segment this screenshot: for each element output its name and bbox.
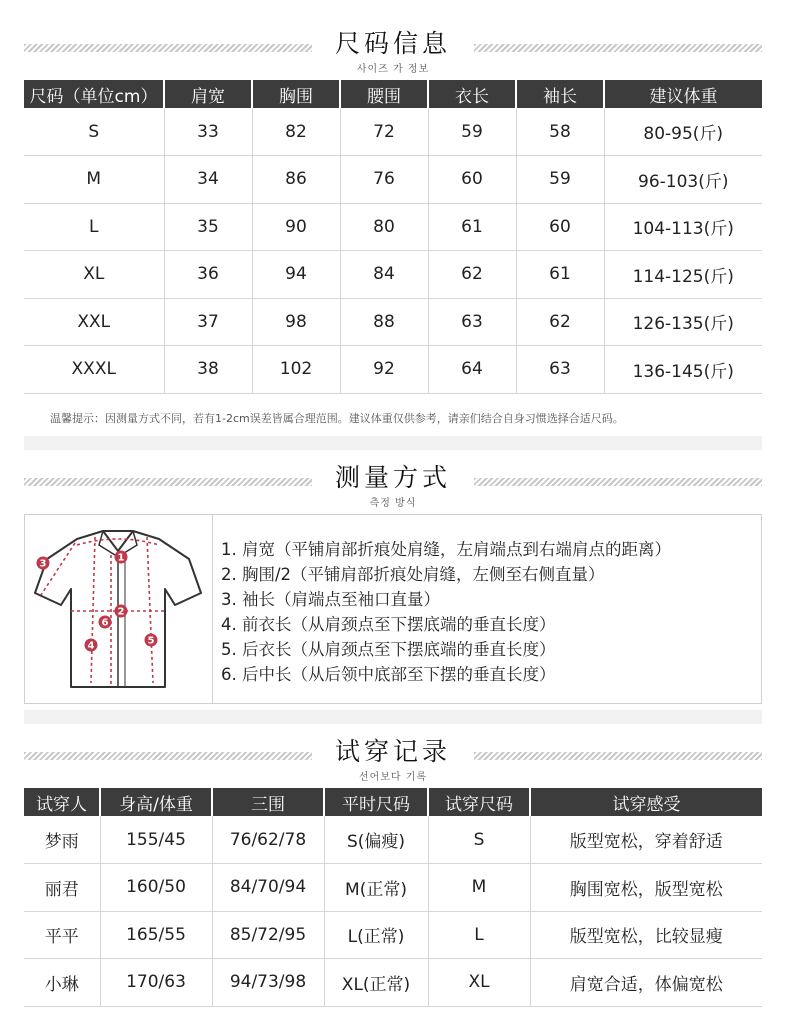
size-table-cell: 90	[252, 203, 340, 251]
size-table-row	[24, 108, 762, 156]
size-table-cell: 58	[516, 108, 604, 156]
try-table-header-cell: 身高/体重	[100, 788, 212, 816]
measure-item: 1. 肩宽（平铺肩部折痕处肩缝，左肩端点到右端肩点的距离）	[221, 540, 671, 559]
marker-4-label: 4	[87, 640, 95, 652]
measure-item: 2. 胸围/2（平铺肩部折痕处肩缝，左侧至右侧直量）	[221, 565, 605, 584]
try-table-cell: 丽君	[24, 864, 100, 912]
try-table-cell: XL(正常)	[324, 959, 428, 1007]
try-table-header-row	[24, 788, 762, 816]
try-table-header-cell: 试穿尺码	[428, 788, 530, 816]
size-table-cell: 38	[164, 346, 252, 394]
size-table-cell: 60	[516, 203, 604, 251]
try-table-cell: 84/70/94	[212, 864, 324, 912]
size-table-cell: 76	[340, 156, 428, 204]
section-divider	[24, 710, 762, 724]
size-section-header	[24, 18, 762, 76]
size-table-cell: 62	[516, 298, 604, 346]
size-table-cell: XL	[24, 251, 164, 299]
size-table-cell: 114-125(斤)	[604, 251, 762, 299]
try-table-cell: 85/72/95	[212, 911, 324, 959]
marker-3-label: 3	[39, 558, 47, 570]
size-table-cell: L	[24, 203, 164, 251]
size-table-cell: 61	[428, 203, 516, 251]
marker-6-label: 6	[101, 617, 109, 629]
size-table-cell: 60	[428, 156, 516, 204]
size-table-header-cell: 尺码（单位cm）	[24, 80, 164, 108]
measure-section-header	[24, 452, 762, 510]
try-table-cell: M(正常)	[324, 864, 428, 912]
size-table-cell: 59	[516, 156, 604, 204]
size-table-cell: 88	[340, 298, 428, 346]
size-table-cell: 33	[164, 108, 252, 156]
size-table-cell: XXL	[24, 298, 164, 346]
try-table-cell: 梦雨	[24, 816, 100, 864]
size-table-row	[24, 203, 762, 251]
try-table-cell: 胸围宽松，版型宽松	[530, 864, 762, 912]
size-table-cell: 80	[340, 203, 428, 251]
size-table-cell: 64	[428, 346, 516, 394]
try-table-row	[24, 816, 762, 864]
try-table-cell: 94/73/98	[212, 959, 324, 1007]
marker-1-label: 1	[117, 552, 125, 564]
try-table-cell: 160/50	[100, 864, 212, 912]
size-table-header-cell: 肩宽	[164, 80, 252, 108]
size-tip: 温馨提示：因测量方式不同，若有1-2cm误差皆属合理范围。建议体重仅供参考，请亲们结合自身习惯选择合适尺码。	[50, 412, 624, 425]
try-section-header	[24, 726, 762, 784]
size-table-cell: S	[24, 108, 164, 156]
try-section-title: 试穿记录	[334, 737, 451, 766]
size-table-header-cell: 胸围	[252, 80, 340, 108]
measure-section-title: 测量方式	[334, 463, 451, 492]
try-table-cell: L	[428, 911, 530, 959]
try-table-cell: 170/63	[100, 959, 212, 1007]
try-table-cell: 平平	[24, 911, 100, 959]
size-table-cell: 82	[252, 108, 340, 156]
measure-item: 5. 后衣长（从肩颈点至下摆底端的垂直长度）	[221, 640, 556, 659]
section-divider	[24, 436, 762, 450]
size-section-title: 尺码信息	[334, 29, 451, 58]
size-table-cell: 80-95(斤)	[604, 108, 762, 156]
size-table-cell: 36	[164, 251, 252, 299]
size-table-cell: 136-145(斤)	[604, 346, 762, 394]
try-table-cell: 肩宽合适，体偏宽松	[530, 959, 762, 1007]
size-table-cell: 86	[252, 156, 340, 204]
try-table-cell: 版型宽松，比较显瘦	[530, 911, 762, 959]
size-table-cell: 72	[340, 108, 428, 156]
size-table-row	[24, 251, 762, 299]
try-table-cell: 小琳	[24, 959, 100, 1007]
size-table-header-cell: 袖长	[516, 80, 604, 108]
try-table-cell: L(正常)	[324, 911, 428, 959]
try-table-cell: S	[428, 816, 530, 864]
size-table-cell: 126-135(斤)	[604, 298, 762, 346]
try-table-header-cell: 试穿感受	[530, 788, 762, 816]
size-table-row	[24, 156, 762, 204]
measure-section-subtitle: 측정 방식	[369, 498, 417, 509]
try-table-row	[24, 864, 762, 912]
size-table-cell: 37	[164, 298, 252, 346]
size-table-cell: 63	[428, 298, 516, 346]
try-table	[24, 788, 762, 1007]
try-table-cell: S(偏瘦)	[324, 816, 428, 864]
measure-item: 6. 后中长（从后领中底部至下摆的垂直长度）	[221, 665, 556, 684]
try-table-header-cell: 试穿人	[24, 788, 100, 816]
marker-5-label: 5	[147, 635, 155, 647]
size-table-header-cell: 建议体重	[604, 80, 762, 108]
try-table-header-cell: 三围	[212, 788, 324, 816]
size-table-header-cell: 衣长	[428, 80, 516, 108]
try-table-cell: 165/55	[100, 911, 212, 959]
size-table-header-cell: 腰围	[340, 80, 428, 108]
size-table-row	[24, 346, 762, 394]
measure-box	[24, 514, 762, 704]
try-table-cell: 版型宽松，穿着舒适	[530, 816, 762, 864]
size-table-cell: 104-113(斤)	[604, 203, 762, 251]
measure-item: 4. 前衣长（从肩颈点至下摆底端的垂直长度）	[221, 615, 556, 634]
try-table-cell: 76/62/78	[212, 816, 324, 864]
try-section-subtitle: 선어보다 기록	[358, 772, 428, 783]
marker-2-label: 2	[117, 606, 125, 618]
size-table-cell: XXXL	[24, 346, 164, 394]
try-table-row	[24, 911, 762, 959]
size-table	[24, 80, 762, 394]
shirt-figure	[25, 515, 213, 703]
size-table-cell: 61	[516, 251, 604, 299]
size-table-cell: 59	[428, 108, 516, 156]
try-table-header-cell: 平时尺码	[324, 788, 428, 816]
size-table-cell: 34	[164, 156, 252, 204]
measure-list	[221, 537, 671, 687]
size-table-cell: 84	[340, 251, 428, 299]
size-table-cell: 63	[516, 346, 604, 394]
try-table-cell: 155/45	[100, 816, 212, 864]
size-table-cell: 96-103(斤)	[604, 156, 762, 204]
size-section-subtitle: 사이즈 가 정보	[356, 64, 430, 75]
size-table-cell: 102	[252, 346, 340, 394]
try-table-cell: XL	[428, 959, 530, 1007]
try-table-row	[24, 959, 762, 1007]
size-table-cell: 98	[252, 298, 340, 346]
shirt-diagram-icon	[25, 515, 213, 703]
size-table-cell: 92	[340, 346, 428, 394]
size-table-row	[24, 298, 762, 346]
size-table-cell: M	[24, 156, 164, 204]
size-table-cell: 35	[164, 203, 252, 251]
measure-item: 3. 袖长（肩端点至袖口直量）	[221, 590, 440, 609]
size-table-cell: 62	[428, 251, 516, 299]
size-table-cell: 94	[252, 251, 340, 299]
size-table-header-row	[24, 80, 762, 108]
try-table-cell: M	[428, 864, 530, 912]
